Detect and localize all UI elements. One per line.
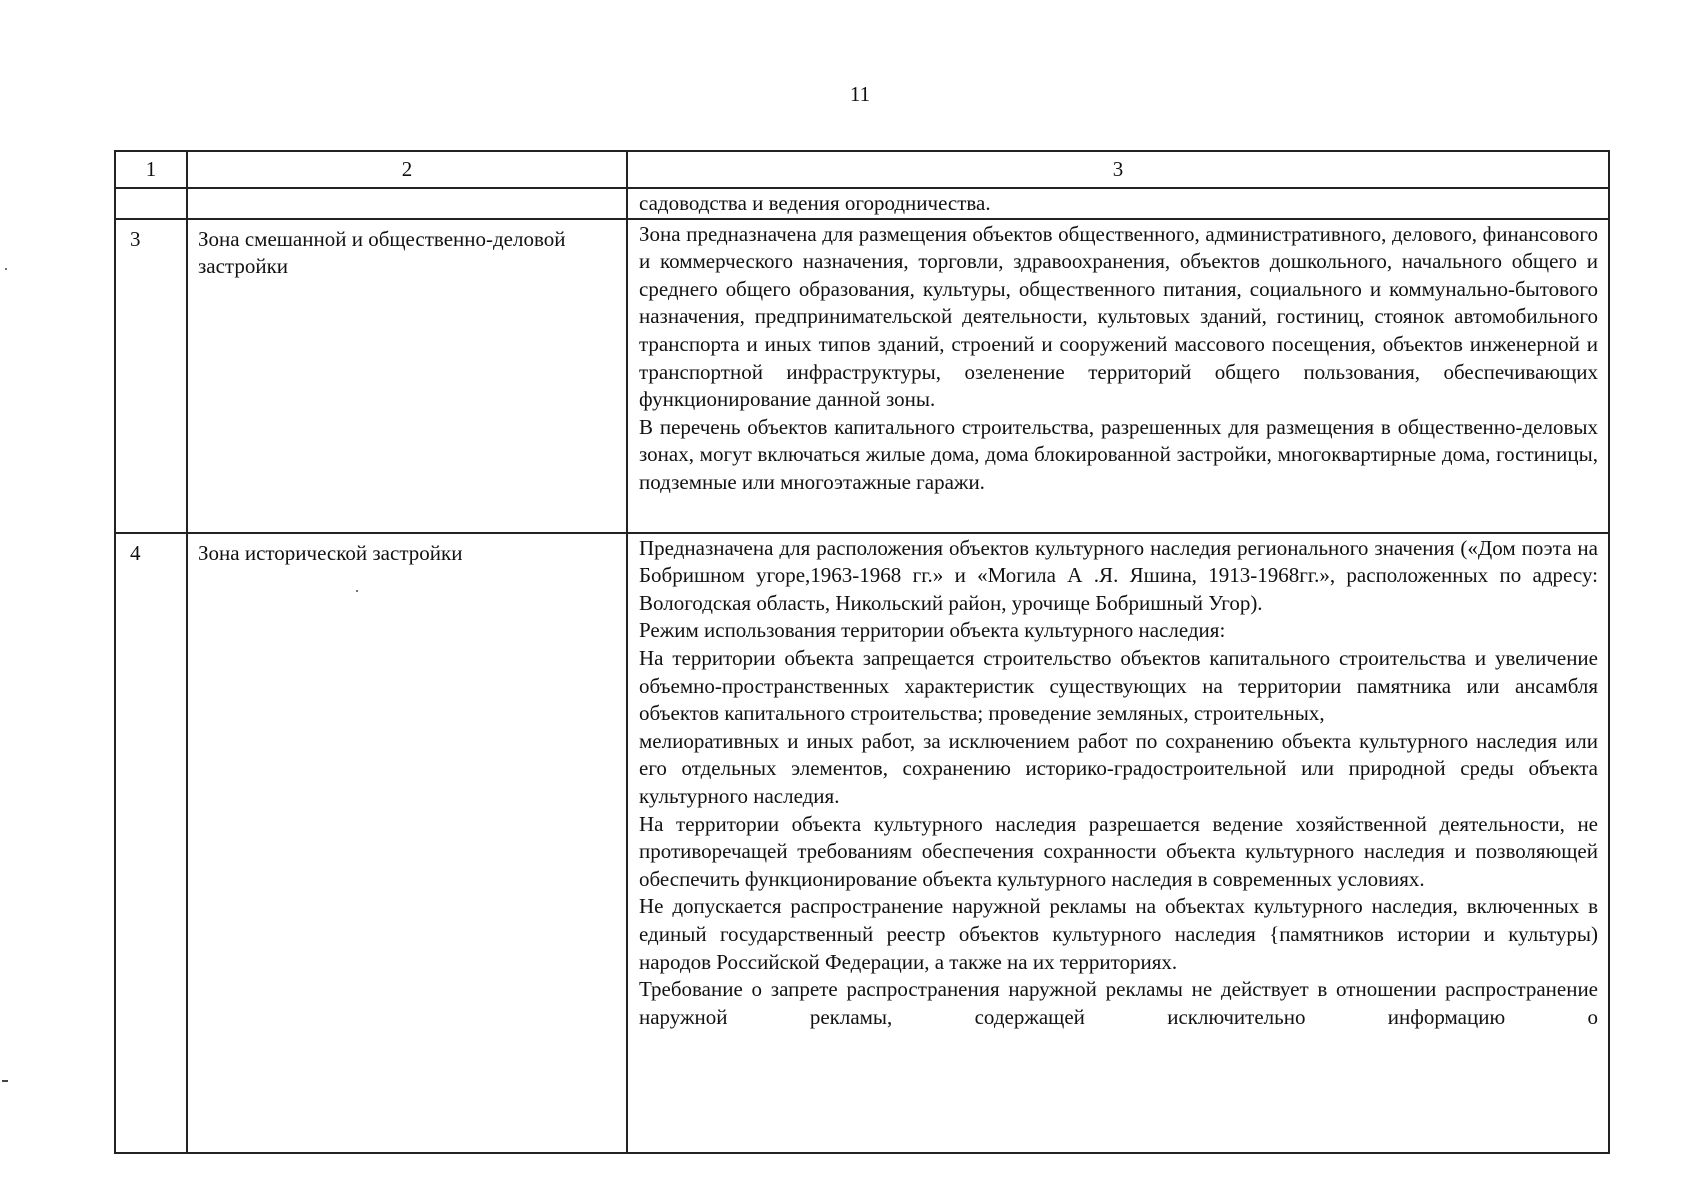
zone-name: Зона смешанной и общественно-деловой застройки [187, 219, 627, 533]
description-paragraph: Предназначена для расположения объектов культурного наследия регионального значения («Дом поэта на Бобришном угоре,1963-1968 гг.» и «Могила А .Я. Яшина, 1913-1968гг.», расположенных по адресу: Вологодская область, Никольский район, урочище Бобришный Угор). [639, 535, 1598, 615]
scan-speck [5, 268, 7, 270]
description-paragraph: Требование о запрете распространения наружной рекламы не действует в отношении распространение наружной рекламы, содержащей исключительно информацию о [639, 977, 1598, 1029]
description-paragraph: мелиоративных и иных работ, за исключением работ по сохранению объекта культурного наследия или его отдельных элементов, сохранению историко-градостроительной или природной среды объекта культурного наследия. [639, 728, 1598, 808]
column-header-2: 2 [187, 151, 627, 188]
description-paragraph: Не допускается распространение наружной рекламы на объектах культурного наследия, включенных в единый государственный реестр объектов культурного наследия {памятников истории и культуры) народов Российской Федерации, а также на их территориях. [639, 894, 1598, 974]
empty-cell [187, 188, 627, 219]
continuation-cell [627, 188, 1609, 219]
description-paragraph: В перечень объектов капитального строительства, разрешенных для размещения в общественно-деловых зонах, могут включаться жилые дома, дома блокированной застройки, многоквартирные дома, гостиницы, подземные или многоэтажные гаражи. [639, 414, 1598, 494]
page-number: 11 [849, 82, 871, 106]
row-number: 4 [115, 533, 187, 1153]
zones-table [114, 150, 1610, 1154]
table-row [115, 533, 1609, 1153]
scan-speck [2, 1080, 8, 1082]
description-paragraph: Зона предназначена для размещения объектов общественного, административного, делового, финансового и коммерческого назначения, торговли, здравоохранения, объектов дошкольного, начального общего и среднего общего образования, культуры, общественного питания, социального и коммунально-бытового назначения, предпринимательской деятельности, культовых зданий, гостиниц, стоянок автомобильного транспорта и иных типов зданий, строений и сооружений массового посещения, объектов инженерной и транспортной инфраструктуры, озеленение территорий общего пользования, обеспечивающих функционирование данной зоны. [639, 221, 1598, 412]
table-row-continuation [115, 188, 1609, 219]
table-header-row [115, 151, 1609, 188]
description-paragraph: На территории объекта культурного наследия разрешается ведение хозяйственной деятельности, не противоречащей требованиям обеспечения сохранности объекта культурного наследия и позволяющей обеспечить функционирование объекта культурного наследия в современных условиях. [639, 811, 1598, 891]
column-header-3: 3 [627, 151, 1609, 188]
row-number: 3 [115, 219, 187, 533]
scan-speck [356, 590, 358, 592]
column-header-1: 1 [115, 151, 187, 188]
zone-name: Зона исторической застройки [187, 533, 627, 1153]
description-paragraph: Режим использования территории объекта культурного наследия: [639, 618, 1226, 643]
empty-cell [115, 188, 187, 219]
continuation-text: садоводства и ведения огородничества. [639, 191, 991, 215]
table-row [115, 219, 1609, 533]
zone-description [627, 219, 1609, 533]
description-paragraph: На территории объекта запрещается строительство объектов капитального строительства и увеличение объемно-пространственных характеристик существующих на территории памятника или ансамбля объектов капитального строительства; проведение земляных, строительных, [639, 645, 1598, 726]
zone-description [627, 533, 1609, 1153]
